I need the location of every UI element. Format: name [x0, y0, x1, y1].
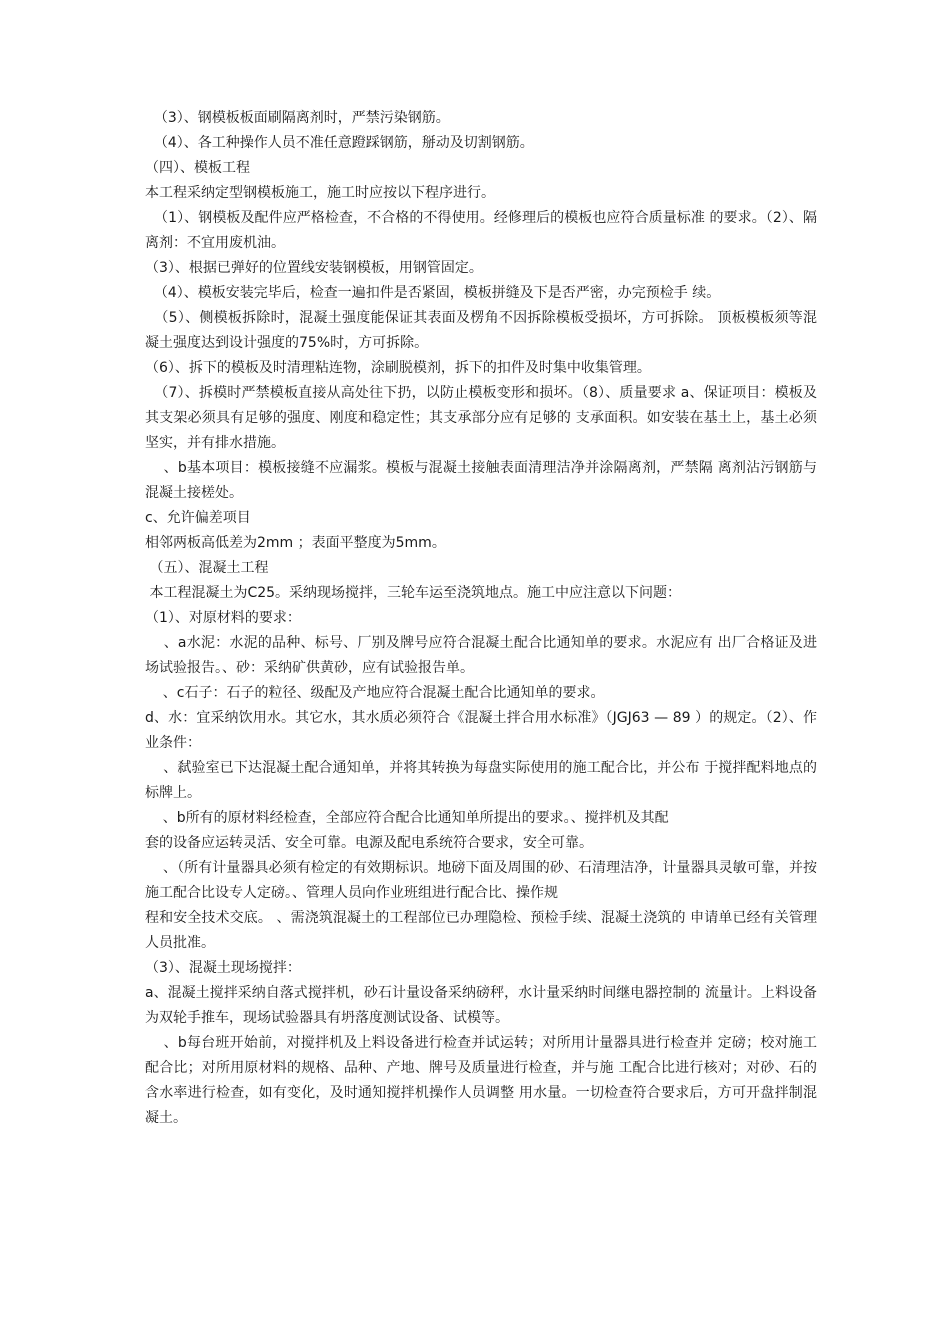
- paragraph: a、混凝土搅拌采纳自落式搅拌机，砂石计量设备采纳磅秤，水计量采纳时间继电器控制的 流量计。上料设备为双轮手推车，现场试验器具有坍落度测试设备、试模等。: [145, 985, 817, 1026]
- paragraph: （3）、根据已弹好的位置线安装钢模板，用钢管固定。: [145, 260, 483, 276]
- paragraph: 套的设备应运转灵活、安全可靠。电源及配电系统符合要求，安全可靠。: [145, 835, 593, 851]
- paragraph: 、b每台班开始前，对搅拌机及上料设备进行检查并试运转；对所用计量器具进行检查并 定磅；校对施工配合比；对所用原材料的规格、品种、产地、牌号及质量进行检查，并与施 工配合比进行核对；对砂、石的含水率进行检查，如有变化，及时通知搅拌机操作人员调整 用水量。一切检查符合要求后，方可开盘拌制混凝土。: [145, 1035, 817, 1126]
- paragraph: （7）、拆模时严禁模板直接从高处往下扔，以防止模板变形和损坏。（8）、质量要求 a、保证项目：模板及其支架必须具有足够的强度、刚度和稳定性；其支承部分应有足够的 支承面积。如安装在基土上，基土必须坚实，并有排水措施。: [145, 385, 817, 451]
- paragraph: 、a水泥：水泥的品种、标号、厂别及牌号应符合混凝土配合比通知单的要求。水泥应有 出厂合格证及进场试验报告。、砂：采纳矿供黄砂，应有试验报告单。: [145, 635, 817, 676]
- section-heading: （四）、模板工程: [145, 160, 250, 176]
- document-body: [145, 106, 817, 1131]
- paragraph: 本工程采纳定型钢模板施工，施工时应按以下程序进行。: [145, 185, 495, 201]
- paragraph: （1）、钢模板及配件应严格检查，不合格的不得使用。经修理后的模板也应符合质量标准 的要求。（2）、隔离剂：不宜用废机油。: [145, 210, 817, 251]
- paragraph: 相邻两板高低差为2mm ；表面平整度为5mm。: [145, 535, 446, 551]
- paragraph: 本工程混凝土为C25。采纳现场搅拌，三轮车运至浇筑地点。施工中应注意以下问题：: [145, 585, 682, 601]
- paragraph: 、（所有计量器具必须有检定的有效期标识。地磅下面及周围的砂、石清理洁净，计量器具灵敏可靠，并按施工配合比设专人定磅。、管理人员向作业班组进行配合比、操作规: [145, 860, 817, 901]
- section-heading: （五）、混凝土工程: [145, 560, 269, 576]
- paragraph: （1）、对原材料的要求：: [145, 610, 301, 626]
- paragraph: （4）、各工种操作人员不准任意蹬踩钢筋，掰动及切割钢筋。: [145, 135, 534, 151]
- paragraph: 、c石子：石子的粒径、级配及产地应符合混凝土配合比通知单的要求。: [145, 685, 605, 701]
- paragraph: （6）、拆下的模板及时清理粘连物，涂刷脱模剂，拆下的扣件及时集中收集管理。: [145, 360, 651, 376]
- paragraph: d、水：宜采纳饮用水。其它水，其水质必须符合《混凝土拌合用水标准》（JGJ63 — 89 ）的规定。（2）、作业条件：: [145, 710, 817, 751]
- paragraph: 、b基本项目：模板接缝不应漏浆。模板与混凝土接触表面清理洁净并涂隔离剂，严禁隔 离剂沾污钢筋与混凝土接槎处。: [145, 460, 817, 501]
- paragraph: （3）、钢模板板面刷隔离剂时，严禁污染钢筋。: [145, 110, 450, 126]
- paragraph: （5）、侧模板拆除时，混凝土强度能保证其表面及楞角不因拆除模板受损坏，方可拆除。 顶板模板须等混凝土强度达到设计强度的75%时，方可拆除。: [145, 310, 817, 351]
- paragraph: 程和安全技术交底。 、需浇筑混凝土的工程部位已办理隐检、预检手续、混凝土浇筑的 申请单已经有关管理人员批准。: [145, 910, 817, 951]
- paragraph: 、弑验室已下达混凝土配合通知单，并将其转换为每盘实际使用的施工配合比，并公布 于搅拌配料地点的标牌上。: [145, 760, 817, 801]
- paragraph: （3）、混凝土现场搅拌：: [145, 960, 301, 976]
- paragraph: 、b所有的原材料经检查，全部应符合配合比通知单所提出的要求。、搅拌机及其配: [145, 810, 669, 826]
- paragraph: （4）、模板安装完毕后，检查一遍扣件是否紧固，模板拼缝及下是否严密，办完预检手 续。: [145, 285, 721, 301]
- paragraph: c、允许偏差项目: [145, 510, 251, 526]
